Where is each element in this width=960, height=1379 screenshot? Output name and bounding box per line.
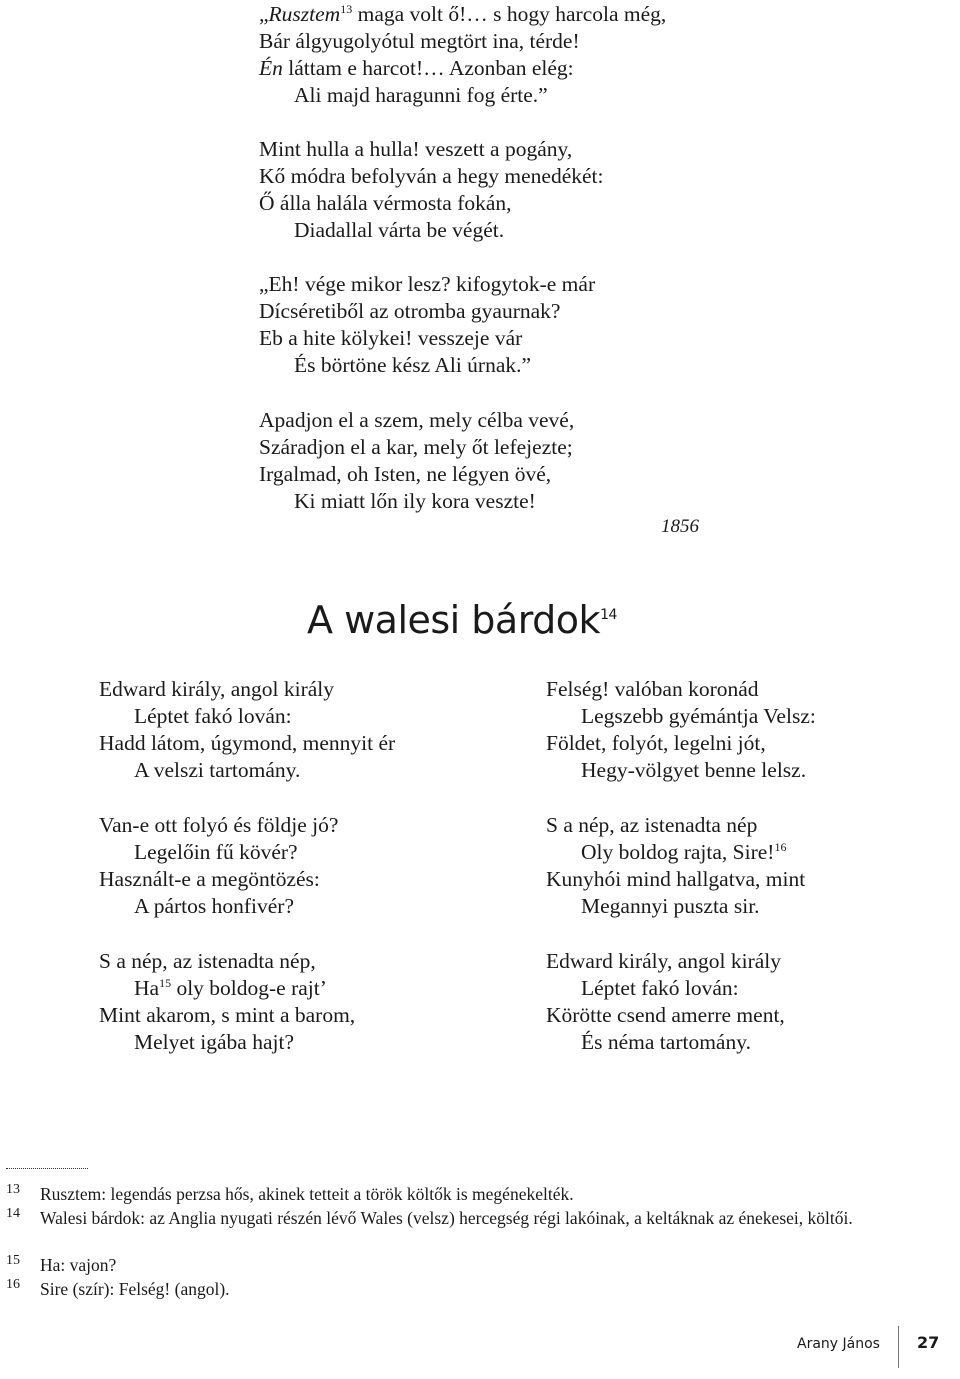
verse-line: Körötte csend amerre ment,	[546, 1003, 785, 1027]
footnote-ref[interactable]: 13	[340, 1, 353, 16]
poem-title: A walesi bárdok$^{14}$	[307, 598, 617, 642]
footnote-divider	[6, 1168, 88, 1169]
verse-line: Apadjon el a szem, mely célba vevé,	[259, 408, 575, 432]
page-number: 27	[917, 1333, 940, 1352]
verse-line: És börtöne kész Ali úrnak.”	[294, 353, 532, 377]
verse-line: Dícséretiből az otromba gyaurnak?	[259, 299, 561, 323]
verse-line: Kő módra befolyván a hegy menedékét:	[259, 164, 604, 188]
verse-line: Földet, folyót, legelni jót,	[546, 731, 766, 755]
verse-line: Legelőin fű kövér?	[134, 840, 298, 864]
verse-line: Diadallal várta be végét.	[294, 218, 505, 242]
footnote-text: Rusztem: legendás perzsa hős, akinek tetteit a török költők is megénekelték.	[40, 1184, 574, 1204]
verse-line: „Eh! vége mikor lesz? kifogytok-e már	[259, 272, 596, 296]
footer-divider	[898, 1326, 899, 1368]
footnote-text: Walesi bárdok: az Anglia nyugati részén lévő Wales (velsz) hercegség régi lakóinak, a keltáknak az énekesei, költői.	[40, 1208, 853, 1228]
verse-line: Ali majd haragunni fog érte.”	[294, 83, 548, 107]
footnote-text: Ha: vajon?	[40, 1255, 117, 1275]
footnote-ref[interactable]: 15	[159, 975, 172, 990]
verse-line: Hadd látom, úgymond, mennyit ér	[99, 731, 396, 755]
verse-line: S a nép, az istenadta nép,	[99, 949, 316, 973]
verse-line: Mint akarom, s mint a barom,	[99, 1003, 356, 1027]
verse-line: A pártos honfivér?	[134, 894, 295, 918]
verse-line: A velszi tartomány.	[134, 758, 301, 782]
footnote-ref[interactable]: 14	[600, 607, 617, 623]
verse-line: Ki miatt lőn ily kora veszte!	[294, 489, 536, 513]
verse-line: És néma tartomány.	[581, 1030, 751, 1054]
verse-line: Léptet fakó lován:	[581, 976, 739, 1000]
verse-line: Bár álgyugolyótul megtört ina, térde!	[259, 29, 580, 53]
running-footer-author: Arany János	[797, 1336, 880, 1352]
verse-line: Száradjon el a kar, mely őt lefejezte;	[259, 435, 573, 459]
footnote-item: 16 Sire (szír): Felség! (angol).	[6, 1278, 33, 1300]
poem-year: 1856	[661, 516, 699, 537]
footnote-item: 13 Rusztem: legendás perzsa hős, akinek tetteit a török költők is megénekelték.	[6, 1183, 33, 1205]
verse-line: Ő álla halála vérmosta fokán,	[259, 191, 512, 215]
verse-line: Használt-e a megöntözés:	[99, 867, 320, 891]
verse-line: Van-e ott folyó és földje jó?	[99, 813, 339, 837]
verse-line: Kunyhói mind hallgatva, mint	[546, 867, 806, 891]
verse-line: Megannyi puszta sir.	[581, 894, 760, 918]
verse-line: Melyet igába hajt?	[134, 1030, 294, 1054]
footnote-item: 14 Walesi bárdok: az Anglia nyugati részén lévő Wales (velsz) hercegség régi lakóinak, a keltáknak az énekesei, költői.	[6, 1207, 33, 1229]
verse-line: Edward király, angol király	[546, 949, 782, 973]
verse-line: Edward király, angol király	[99, 677, 335, 701]
footnote-ref[interactable]: 16	[774, 839, 787, 854]
verse-line: „Rusztem$^{13}$ maga volt ő!… s hogy harcola még,	[259, 1, 667, 26]
verse-line: Irgalmad, oh Isten, ne légyen övé,	[259, 462, 552, 486]
footnote-item: 15 Ha: vajon?	[6, 1254, 33, 1276]
verse-line: Eb a hite kölykei! vesszeje vár	[259, 326, 523, 350]
verse-line: Mint hulla a hulla! veszett a pogány,	[259, 137, 573, 161]
verse-line: Legszebb gyémántja Velsz:	[581, 704, 816, 728]
verse-line: S a nép, az istenadta nép	[546, 813, 758, 837]
verse-line: Léptet fakó lován:	[134, 704, 292, 728]
verse-line: Én láttam e harcot!… Azonban elég:	[259, 56, 574, 80]
verse-line: Hegy-völgyet benne lelsz.	[581, 758, 807, 782]
footnote-text: Sire (szír): Felség! (angol).	[40, 1279, 230, 1299]
verse-line: Felség! valóban koronád	[546, 677, 759, 701]
verse-line: Oly boldog rajta, Sire!$^{16}$	[581, 839, 787, 864]
verse-line: Ha$^{15}$ oly boldog-e rajt’	[134, 975, 327, 1000]
